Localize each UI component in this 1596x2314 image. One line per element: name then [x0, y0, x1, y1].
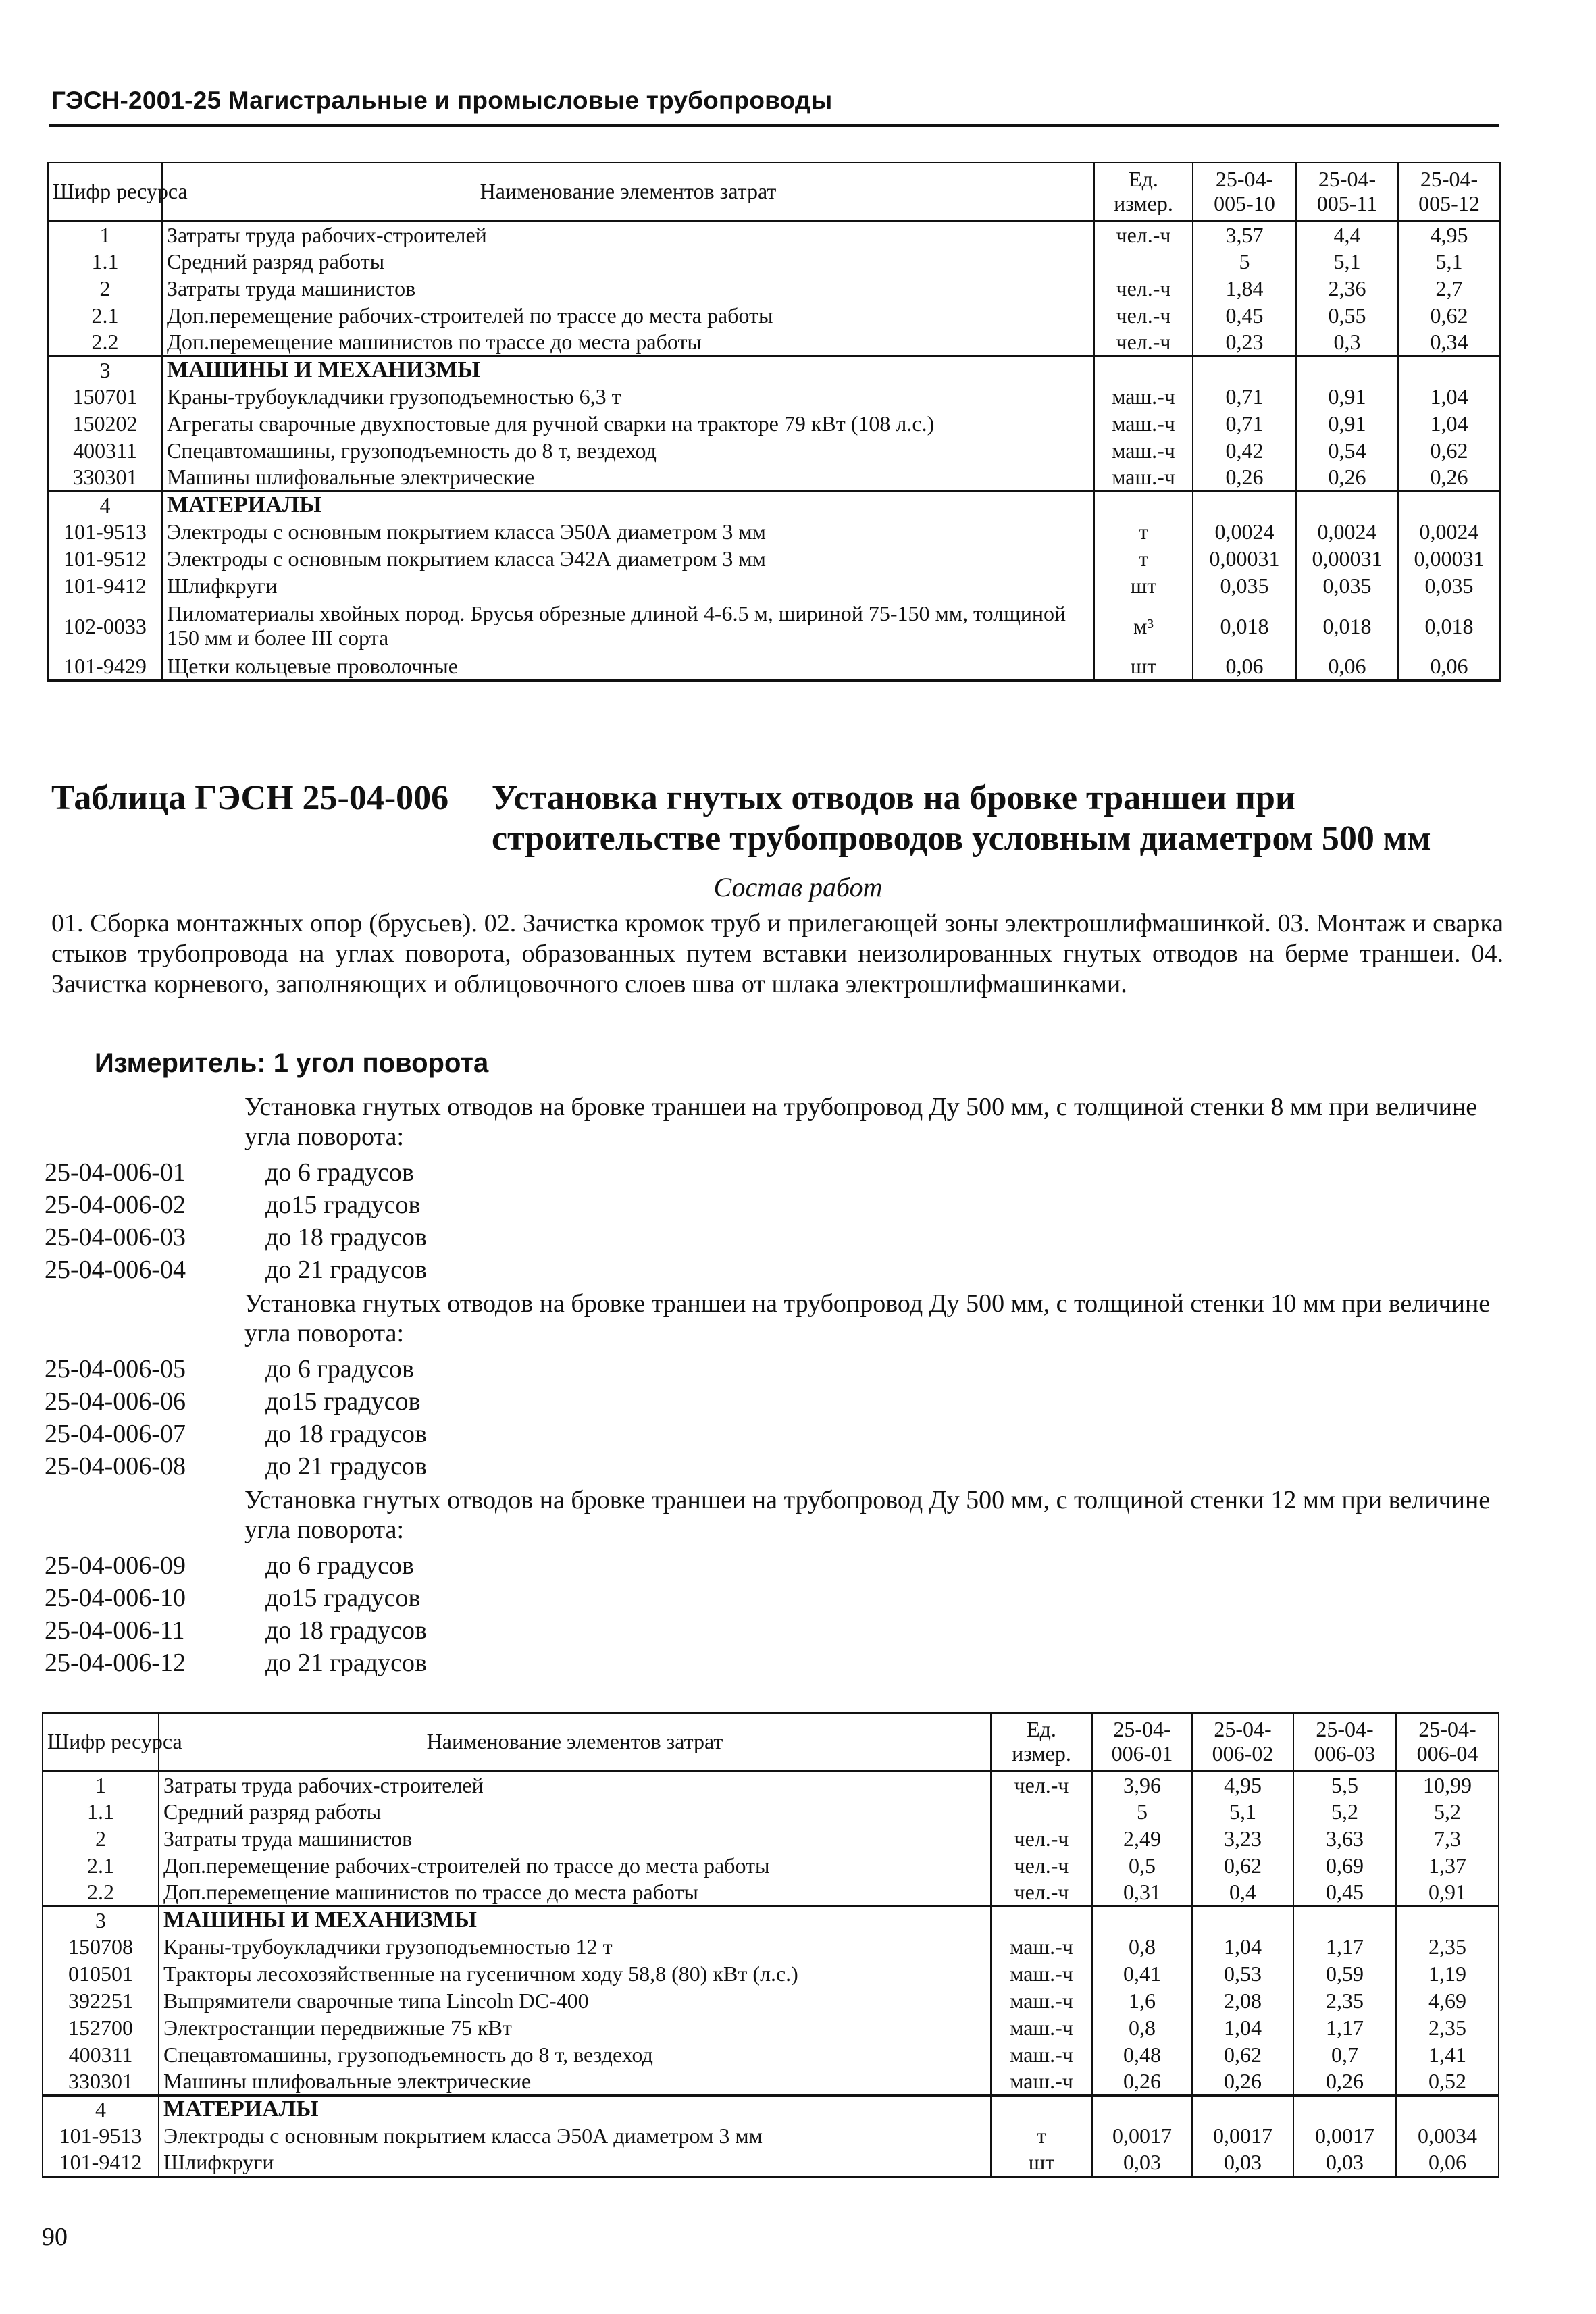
work-item-label: до 6 градусов — [265, 1551, 414, 1580]
value-cell: 0,26 — [1193, 464, 1296, 491]
value-cell: 2,35 — [1293, 1987, 1396, 2014]
value-cell: 5 — [1092, 1798, 1192, 1825]
value-cell: 0,8 — [1092, 1933, 1192, 1960]
work-item-label: до 21 градусов — [265, 1452, 427, 1481]
header-unit: Ед. измер. — [1094, 163, 1193, 221]
work-item-code: 25-04-006-07 — [45, 1420, 186, 1448]
work-item-code: 25-04-006-04 — [45, 1256, 186, 1284]
resource-table-bottom — [42, 1712, 1499, 2178]
table-row — [43, 1933, 1499, 1960]
table-row — [48, 518, 1500, 545]
table-row — [48, 383, 1500, 410]
table-row — [48, 545, 1500, 572]
work-group-title: Установка гнутых отводов на бровке траншеи на трубопровод Ду 500 мм, с толщиной стенки 12 мм при величине угла поворота: — [244, 1486, 1491, 1545]
work-item-label: до15 градусов — [265, 1584, 421, 1612]
value-cell: 0,035 — [1193, 572, 1296, 599]
value-cell: 0,59 — [1293, 1960, 1396, 1987]
section-row — [48, 491, 1500, 518]
header-name: Наименование элементов затрат — [159, 1713, 991, 1771]
section-row — [43, 1906, 1499, 1933]
value-cell: 2,08 — [1192, 1987, 1293, 2014]
unit-cell: чел.-ч — [991, 1771, 1092, 1798]
resource-name: Спецавтомашины, грузоподъемность до 8 т, вездеход — [159, 2041, 991, 2068]
resource-code: 4 — [48, 491, 162, 518]
resource-name: Электроды с основным покрытием класса Э42А диаметром 3 мм — [162, 545, 1094, 572]
value-cell — [1396, 1906, 1499, 1933]
value-cell: 0,03 — [1192, 2149, 1293, 2176]
unit-cell: маш.-ч — [991, 1987, 1092, 2014]
unit-cell: маш.-ч — [991, 1960, 1092, 1987]
resource-code: 1 — [48, 221, 162, 248]
table-row — [48, 437, 1500, 464]
resource-code: 2 — [48, 275, 162, 302]
work-item-label: до 6 градусов — [265, 1355, 414, 1383]
work-item-label: до 6 градусов — [265, 1158, 414, 1187]
value-cell: 0,62 — [1398, 302, 1500, 329]
header-col: 25-04-005-10 — [1193, 163, 1296, 221]
running-header: ГЭСН-2001-25 Магистральные и промысловые трубопроводы — [51, 86, 833, 114]
resource-code: 2.1 — [48, 302, 162, 329]
resource-table-top — [47, 162, 1501, 682]
work-item-code: 25-04-006-03 — [45, 1223, 186, 1252]
table-row — [43, 1960, 1499, 1987]
value-cell: 10,99 — [1396, 1771, 1499, 1798]
table-row — [43, 2014, 1499, 2041]
unit-cell: шт — [1094, 653, 1193, 680]
value-cell: 5,5 — [1293, 1771, 1396, 1798]
value-cell: 5,1 — [1296, 248, 1398, 275]
resource-name: Доп.перемещение машинистов по трассе до места работы — [162, 329, 1094, 356]
work-item-code: 25-04-006-10 — [45, 1584, 186, 1612]
value-cell: 4,4 — [1296, 221, 1398, 248]
value-cell: 1,04 — [1398, 383, 1500, 410]
resource-name: Затраты труда рабочих-строителей — [162, 221, 1094, 248]
work-item-code: 25-04-006-01 — [45, 1158, 186, 1187]
unit-cell — [1094, 491, 1193, 518]
value-cell: 0,62 — [1192, 1852, 1293, 1879]
value-cell: 2,49 — [1092, 1825, 1192, 1852]
value-cell: 1,37 — [1396, 1852, 1499, 1879]
resource-code: 101-9513 — [43, 2122, 159, 2149]
unit-cell — [991, 1798, 1092, 1825]
unit-cell: маш.-ч — [1094, 437, 1193, 464]
work-item-code: 25-04-006-11 — [45, 1616, 185, 1645]
value-cell: 0,42 — [1193, 437, 1296, 464]
table-row — [43, 1771, 1499, 1798]
value-cell: 3,23 — [1192, 1825, 1293, 1852]
resource-name: Тракторы лесохозяйственные на гусеничном ходу 58,8 (80) кВт (л.с.) — [159, 1960, 991, 1987]
work-item-code: 25-04-006-08 — [45, 1452, 186, 1481]
value-cell: 1,19 — [1396, 1960, 1499, 1987]
value-cell: 0,5 — [1092, 1852, 1192, 1879]
value-cell — [1293, 2095, 1396, 2122]
value-cell: 3,63 — [1293, 1825, 1396, 1852]
value-cell: 1,04 — [1192, 2014, 1293, 2041]
resource-code: 330301 — [48, 464, 162, 491]
value-cell: 0,91 — [1296, 410, 1398, 437]
header-code: Шифр ресурса — [43, 1713, 159, 1771]
value-cell: 0,31 — [1092, 1879, 1192, 1906]
resource-name: Затраты труда машинистов — [159, 1825, 991, 1852]
resource-name: Электроды с основным покрытием класса Э50А диаметром 3 мм — [159, 2122, 991, 2149]
value-cell — [1398, 491, 1500, 518]
value-cell: 0,48 — [1092, 2041, 1192, 2068]
value-cell: 5,2 — [1396, 1798, 1499, 1825]
work-item-code: 25-04-006-06 — [45, 1387, 186, 1416]
unit-cell: чел.-ч — [1094, 275, 1193, 302]
table-row — [48, 572, 1500, 599]
resource-code: 1.1 — [43, 1798, 159, 1825]
resource-name: Краны-трубоукладчики грузоподъемностью 6,3 т — [162, 383, 1094, 410]
value-cell: 0,26 — [1293, 2068, 1396, 2095]
value-cell: 0,55 — [1296, 302, 1398, 329]
unit-cell: маш.-ч — [1094, 464, 1193, 491]
resource-code: 102-0033 — [48, 599, 162, 653]
value-cell: 0,26 — [1296, 464, 1398, 491]
table-row — [48, 410, 1500, 437]
table-row — [43, 1825, 1499, 1852]
composition-title: Состав работ — [713, 872, 883, 902]
value-cell: 0,52 — [1396, 2068, 1499, 2095]
value-cell: 0,45 — [1293, 1879, 1396, 1906]
value-cell: 0,00031 — [1398, 545, 1500, 572]
resource-code: 2 — [43, 1825, 159, 1852]
work-item-label: до 21 градусов — [265, 1649, 427, 1677]
value-cell: 0,26 — [1398, 464, 1500, 491]
resource-code: 400311 — [43, 2041, 159, 2068]
resource-code: 152700 — [43, 2014, 159, 2041]
value-cell — [1192, 2095, 1293, 2122]
value-cell: 0,53 — [1192, 1960, 1293, 1987]
value-cell: 0,69 — [1293, 1852, 1396, 1879]
resource-code: 1.1 — [48, 248, 162, 275]
work-item-code: 25-04-006-09 — [45, 1551, 186, 1580]
header-col: 25-04-006-01 — [1092, 1713, 1192, 1771]
value-cell: 0,8 — [1092, 2014, 1192, 2041]
value-cell: 0,0017 — [1092, 2122, 1192, 2149]
header-unit: Ед. измер. — [991, 1713, 1092, 1771]
value-cell: 2,7 — [1398, 275, 1500, 302]
value-cell: 5,2 — [1293, 1798, 1396, 1825]
resource-code: 150701 — [48, 383, 162, 410]
value-cell — [1092, 1906, 1192, 1933]
value-cell: 0,71 — [1193, 383, 1296, 410]
value-cell: 0,018 — [1296, 599, 1398, 653]
resource-name: Доп.перемещение рабочих-строителей по трассе до места работы — [159, 1852, 991, 1879]
work-item-label: до 21 градусов — [265, 1256, 427, 1284]
value-cell: 0,0024 — [1296, 518, 1398, 545]
header-col: 25-04-006-04 — [1396, 1713, 1499, 1771]
unit-cell: маш.-ч — [991, 2041, 1092, 2068]
value-cell — [1192, 1906, 1293, 1933]
value-cell: 4,95 — [1192, 1771, 1293, 1798]
value-cell — [1092, 2095, 1192, 2122]
header-rule — [49, 124, 1499, 127]
resource-name: Агрегаты сварочные двухпостовые для ручной сварки на тракторе 79 кВт (108 л.с.) — [162, 410, 1094, 437]
unit-cell: маш.-ч — [991, 2014, 1092, 2041]
unit-cell: маш.-ч — [1094, 410, 1193, 437]
resource-code: 101-9412 — [43, 2149, 159, 2176]
table-row — [43, 2068, 1499, 2095]
header-col: 25-04-005-11 — [1296, 163, 1398, 221]
value-cell: 0,7 — [1293, 2041, 1396, 2068]
value-cell: 0,23 — [1193, 329, 1296, 356]
resource-name: Машины шлифовальные электрические — [159, 2068, 991, 2095]
work-item-label: до 18 градусов — [265, 1420, 427, 1448]
resource-code: 2.1 — [43, 1852, 159, 1879]
table-row — [43, 2149, 1499, 2176]
value-cell: 1,04 — [1398, 410, 1500, 437]
value-cell: 0,035 — [1296, 572, 1398, 599]
value-cell: 0,0034 — [1396, 2122, 1499, 2149]
resource-code: 392251 — [43, 1987, 159, 2014]
unit-cell: маш.-ч — [991, 1933, 1092, 1960]
header-name: Наименование элементов затрат — [162, 163, 1094, 221]
resource-name: Электроды с основным покрытием класса Э50А диаметром 3 мм — [162, 518, 1094, 545]
value-cell: 2,35 — [1396, 2014, 1499, 2041]
value-cell — [1398, 356, 1500, 383]
resource-name: Щетки кольцевые проволочные — [162, 653, 1094, 680]
resource-code: 101-9429 — [48, 653, 162, 680]
resource-code: 2.2 — [48, 329, 162, 356]
value-cell: 0,62 — [1398, 437, 1500, 464]
value-cell — [1296, 491, 1398, 518]
resource-name: Пиломатериалы хвойных пород. Брусья обрезные длиной 4-6.5 м, шириной 75-150 мм, толщиной 150 мм и более III сорта — [162, 599, 1094, 653]
resource-code: 150708 — [43, 1933, 159, 1960]
value-cell: 4,69 — [1396, 1987, 1499, 2014]
table-row — [48, 653, 1500, 680]
value-cell: 0,00031 — [1193, 545, 1296, 572]
resource-name: Средний разряд работы — [162, 248, 1094, 275]
value-cell: 1,6 — [1092, 1987, 1192, 2014]
value-cell: 0,34 — [1398, 329, 1500, 356]
work-item-code: 25-04-006-12 — [45, 1649, 186, 1677]
work-group-title: Установка гнутых отводов на бровке траншеи на трубопровод Ду 500 мм, с толщиной стенки 10 мм при величине угла поворота: — [244, 1289, 1491, 1348]
page-number: 90 — [42, 2223, 68, 2251]
value-cell — [1396, 2095, 1499, 2122]
value-cell: 0,41 — [1092, 1960, 1192, 1987]
header-code: Шифр ресурса — [48, 163, 162, 221]
table-row — [43, 1987, 1499, 2014]
value-cell: 0,0017 — [1192, 2122, 1293, 2149]
resource-name: Затраты труда машинистов — [162, 275, 1094, 302]
value-cell: 1,04 — [1192, 1933, 1293, 1960]
unit-cell: чел.-ч — [991, 1879, 1092, 1906]
value-cell: 0,018 — [1193, 599, 1296, 653]
unit-cell: чел.-ч — [991, 1852, 1092, 1879]
value-cell: 5 — [1193, 248, 1296, 275]
value-cell: 1,41 — [1396, 2041, 1499, 2068]
value-cell: 0,03 — [1092, 2149, 1192, 2176]
resource-name: Шлифкруги — [162, 572, 1094, 599]
unit-cell: т — [1094, 545, 1193, 572]
resource-name: Доп.перемещение машинистов по трассе до места работы — [159, 1879, 991, 1906]
resource-code: 1 — [43, 1771, 159, 1798]
value-cell — [1193, 491, 1296, 518]
unit-cell — [1094, 248, 1193, 275]
resource-name: Шлифкруги — [159, 2149, 991, 2176]
resource-code: 3 — [43, 1906, 159, 1933]
table-row — [48, 329, 1500, 356]
value-cell: 1,17 — [1293, 1933, 1396, 1960]
value-cell: 0,018 — [1398, 599, 1500, 653]
value-cell: 2,35 — [1396, 1933, 1499, 1960]
value-cell: 0,06 — [1398, 653, 1500, 680]
value-cell: 0,3 — [1296, 329, 1398, 356]
resource-code: 3 — [48, 356, 162, 383]
unit-cell: чел.-ч — [1094, 329, 1193, 356]
unit-cell: чел.-ч — [1094, 302, 1193, 329]
table-row — [48, 302, 1500, 329]
table-row — [43, 1798, 1499, 1825]
value-cell: 0,4 — [1192, 1879, 1293, 1906]
value-cell: 0,26 — [1192, 2068, 1293, 2095]
resource-name: Электростанции передвижные 75 кВт — [159, 2014, 991, 2041]
work-group-title: Установка гнутых отводов на бровке траншеи на трубопровод Ду 500 мм, с толщиной стенки 8 мм при величине угла поворота: — [244, 1093, 1478, 1152]
value-cell: 0,00031 — [1296, 545, 1398, 572]
value-cell: 4,95 — [1398, 221, 1500, 248]
resource-code: 150202 — [48, 410, 162, 437]
resource-name: МАТЕРИАЛЫ — [162, 491, 1094, 518]
unit-cell: чел.-ч — [991, 1825, 1092, 1852]
section-row — [43, 2095, 1499, 2122]
resource-code: 101-9513 — [48, 518, 162, 545]
value-cell: 0,26 — [1092, 2068, 1192, 2095]
table-row — [43, 1852, 1499, 1879]
resource-name: Выпрямители сварочные типа Lincoln DC-400 — [159, 1987, 991, 2014]
work-item-label: до15 градусов — [265, 1387, 421, 1416]
value-cell: 2,36 — [1296, 275, 1398, 302]
resource-code: 2.2 — [43, 1879, 159, 1906]
value-cell — [1193, 356, 1296, 383]
header-col: 25-04-005-12 — [1398, 163, 1500, 221]
resource-name: Краны-трубоукладчики грузоподъемностью 12 т — [159, 1933, 991, 1960]
resource-code: 010501 — [43, 1960, 159, 1987]
resource-name: МАТЕРИАЛЫ — [159, 2095, 991, 2122]
table-row — [48, 221, 1500, 248]
unit-cell: шт — [991, 2149, 1092, 2176]
resource-code: 330301 — [43, 2068, 159, 2095]
resource-code: 101-9412 — [48, 572, 162, 599]
table-row — [43, 1879, 1499, 1906]
work-item-label: до15 градусов — [265, 1191, 421, 1219]
table-row — [48, 464, 1500, 491]
value-cell: 1,17 — [1293, 2014, 1396, 2041]
composition-text: 01. Сборка монтажных опор (брусьев). 02. Зачистка кромок труб и прилегающей зоны электрошлифмашинкой. 03. Монтаж и сварка стыков трубопровода на углах поворота, образованных путем вставки неизолированных гнутых отводов на берме траншеи. 04. Зачистка корневого, заполняющих и облицовочного слоев шва от шлака электрошлифмашинками. — [51, 909, 1503, 998]
unit-cell — [1094, 356, 1193, 383]
value-cell — [1296, 356, 1398, 383]
value-cell: 0,03 — [1293, 2149, 1396, 2176]
value-cell: 0,71 — [1193, 410, 1296, 437]
resource-name: Спецавтомашины, грузоподъемность до 8 т, вездеход — [162, 437, 1094, 464]
table-row — [48, 248, 1500, 275]
value-cell: 0,91 — [1396, 1879, 1499, 1906]
value-cell: 1,84 — [1193, 275, 1296, 302]
resource-name: Средний разряд работы — [159, 1798, 991, 1825]
value-cell: 0,0017 — [1293, 2122, 1396, 2149]
header-col: 25-04-006-02 — [1192, 1713, 1293, 1771]
value-cell: 0,91 — [1296, 383, 1398, 410]
resource-name: Затраты труда рабочих-строителей — [159, 1771, 991, 1798]
unit-cell: чел.-ч — [1094, 221, 1193, 248]
value-cell: 0,06 — [1193, 653, 1296, 680]
value-cell: 3,57 — [1193, 221, 1296, 248]
unit-cell: маш.-ч — [1094, 383, 1193, 410]
value-cell: 0,45 — [1193, 302, 1296, 329]
resource-name: Машины шлифовальные электрические — [162, 464, 1094, 491]
value-cell — [1293, 1906, 1396, 1933]
value-cell: 0,035 — [1398, 572, 1500, 599]
unit-cell: шт — [1094, 572, 1193, 599]
work-item-code: 25-04-006-02 — [45, 1191, 186, 1219]
value-cell: 5,1 — [1398, 248, 1500, 275]
resource-name: МАШИНЫ И МЕХАНИЗМЫ — [162, 356, 1094, 383]
value-cell: 5,1 — [1192, 1798, 1293, 1825]
value-cell: 7,3 — [1396, 1825, 1499, 1852]
table-row — [48, 275, 1500, 302]
table-label: Таблица ГЭСН 25-04-006 — [51, 779, 449, 817]
unit-cell — [991, 2095, 1092, 2122]
value-cell: 0,06 — [1396, 2149, 1499, 2176]
table-row — [43, 2041, 1499, 2068]
table-row — [43, 2122, 1499, 2149]
unit-cell: т — [991, 2122, 1092, 2149]
value-cell: 3,96 — [1092, 1771, 1192, 1798]
resource-name: МАШИНЫ И МЕХАНИЗМЫ — [159, 1906, 991, 1933]
value-cell: 0,62 — [1192, 2041, 1293, 2068]
resource-code: 400311 — [48, 437, 162, 464]
table-row — [48, 599, 1500, 653]
resource-name: Доп.перемещение рабочих-строителей по трассе до места работы — [162, 302, 1094, 329]
work-item-label: до 18 градусов — [265, 1616, 427, 1645]
section-row — [48, 356, 1500, 383]
section-title: Установка гнутых отводов на бровке траншеи при строительстве трубопроводов условным диаметром 500 мм — [492, 779, 1431, 858]
unit-cell: м³ — [1094, 599, 1193, 653]
resource-code: 4 — [43, 2095, 159, 2122]
unit-cell — [991, 1906, 1092, 1933]
resource-code: 101-9512 — [48, 545, 162, 572]
work-item-code: 25-04-006-05 — [45, 1355, 186, 1383]
meter-label: Измеритель: 1 угол поворота — [95, 1048, 489, 1078]
value-cell: 0,54 — [1296, 437, 1398, 464]
unit-cell: маш.-ч — [991, 2068, 1092, 2095]
value-cell: 0,06 — [1296, 653, 1398, 680]
value-cell: 0,0024 — [1398, 518, 1500, 545]
unit-cell: т — [1094, 518, 1193, 545]
header-col: 25-04-006-03 — [1293, 1713, 1396, 1771]
value-cell: 0,0024 — [1193, 518, 1296, 545]
work-item-label: до 18 градусов — [265, 1223, 427, 1252]
